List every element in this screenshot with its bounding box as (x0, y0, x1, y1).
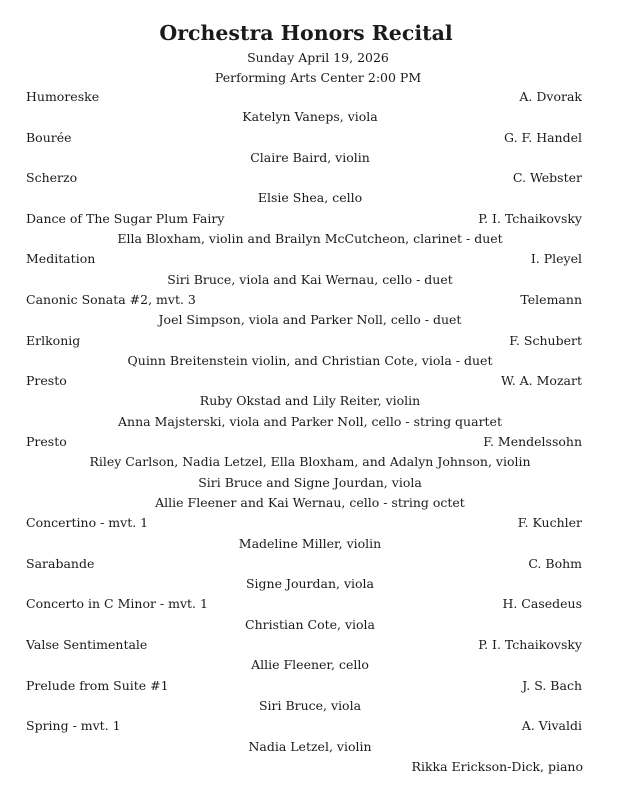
composer: F. Kuchler (517, 515, 582, 531)
piece-title: Concerto in C Minor - mvt. 1 (26, 596, 208, 612)
program-item (26, 168, 582, 188)
program-item (26, 554, 582, 574)
piece-title: Bourée (26, 129, 72, 145)
composer: G. F. Handel (504, 129, 582, 145)
composer: A. Dvorak (519, 89, 582, 104)
piece-title: Scherzo (26, 170, 78, 186)
piece-title: Meditation (26, 251, 96, 267)
performers: Allie Fleener and Kai Wernau, cello - string octet (155, 494, 465, 510)
composer: W. A. Mozart (501, 373, 582, 389)
performers: Nadia Letzel, violin (248, 738, 372, 754)
performers: Katelyn Vaneps, viola (242, 109, 378, 125)
piece-title: Presto (26, 434, 67, 450)
performers: Riley Carlson, Nadia Letzel, Ella Bloxham, and Adalyn Johnson, violin (89, 454, 531, 470)
performers: Allie Fleener, cello (251, 657, 369, 673)
composer: A. Vivaldi (521, 718, 582, 734)
composer: F. Schubert (509, 332, 582, 348)
program-item (26, 249, 582, 269)
recital-date: Sunday April 19, 2026 (247, 50, 389, 65)
piece-title: Humoreske (26, 89, 100, 104)
piece-title: Prelude from Suite #1 (26, 677, 169, 693)
performers: Siri Bruce, viola and Kai Wernau, cello - duet (167, 271, 453, 287)
piece-title: Valse Sentimentale (26, 637, 148, 653)
piece-title: Sarabande (26, 555, 95, 571)
performers: Christian Cote, viola (245, 616, 375, 632)
performers: Signe Jourdan, viola (245, 576, 375, 592)
program-item (26, 290, 582, 310)
composer: P. I. Tchaikovsky (478, 637, 582, 653)
performers: Ella Bloxham, violin and Brailyn McCutcheon, clarinet - duet (117, 231, 503, 247)
piece-title: Spring - mvt. 1 (26, 718, 121, 734)
program-item (26, 594, 582, 614)
piece-title: Concertino - mvt. 1 (26, 515, 149, 531)
performers: Claire Baird, violin (250, 149, 370, 165)
composer: C. Webster (512, 170, 582, 186)
piece-title: Canonic Sonata #2, mvt. 3 (26, 291, 196, 307)
performers: Joel Simpson, viola and Parker Noll, cello - duet (158, 312, 462, 328)
composer: J. S. Bach (522, 677, 582, 693)
composer: Telemann (520, 291, 582, 307)
program-item (26, 331, 582, 351)
program-item (26, 371, 582, 391)
performers: Anna Majsterski, viola and Parker Noll, cello - string quartet (118, 413, 502, 429)
program-item (26, 513, 582, 533)
program-item (26, 128, 582, 148)
composer: C. Bohm (528, 555, 582, 571)
recital-venue-time: Performing Arts Center 2:00 PM (214, 69, 422, 85)
program-item (26, 676, 582, 696)
performers: Siri Bruce and Signe Jourdan, viola (198, 474, 422, 490)
piece-title: Presto (26, 373, 67, 389)
program-item (26, 716, 582, 736)
accompanist: Rikka Erickson-Dick, piano (411, 758, 583, 774)
performers: Elsie Shea, cello (257, 190, 363, 206)
recital-title: Orchestra Honors Recital (159, 21, 453, 45)
performers: Siri Bruce, viola (258, 697, 362, 713)
piece-title: Erlkonig (26, 332, 81, 348)
program-item (26, 432, 582, 452)
performers: Quinn Breitenstein violin, and Christian Cote, viola - duet (127, 352, 493, 368)
program-list (26, 87, 582, 757)
composer: P. I. Tchaikovsky (478, 210, 582, 226)
performers: Madeline Miller, violin (238, 535, 382, 551)
piece-title: Dance of The Sugar Plum Fairy (26, 210, 225, 226)
performers: Ruby Okstad and Lily Reiter, violin (199, 393, 421, 409)
composer: I. Pleyel (530, 251, 582, 267)
program-item (26, 87, 582, 107)
composer: F. Mendelssohn (483, 434, 582, 450)
program-item (26, 635, 582, 655)
program-item (26, 209, 582, 229)
composer: H. Casedeus (502, 596, 582, 612)
